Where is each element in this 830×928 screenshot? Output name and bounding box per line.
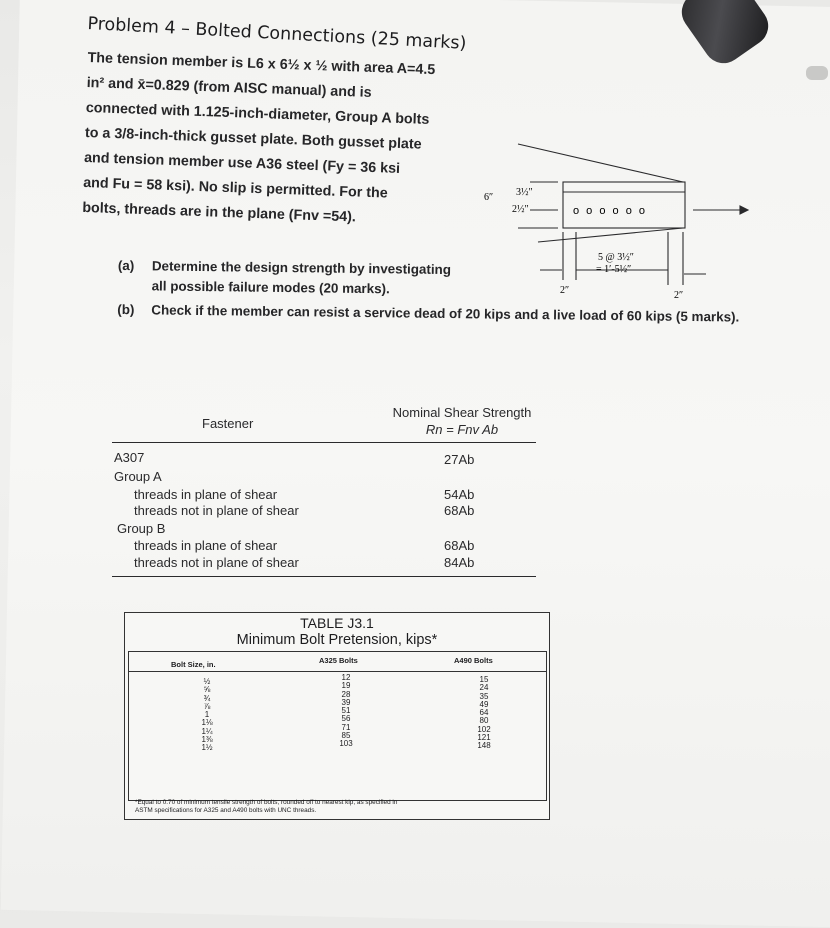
bolt-size-column [197, 678, 217, 753]
table-row-label: threads not in plane of shear [134, 555, 299, 570]
a490-value: 102 [477, 724, 491, 734]
pretension-table-body [128, 651, 547, 801]
statement-line: and tension member use A36 steel (Fy = 36 ksi [83, 149, 401, 177]
header-rule [129, 671, 546, 672]
a490-value: 15 [479, 675, 489, 684]
table-row-label: A307 [114, 450, 145, 465]
force-arrow-head [740, 206, 748, 214]
bolt-size: 1⅛ [201, 718, 213, 728]
a490-value: 24 [479, 683, 489, 693]
statement-line: bolts, threads are in the plane (Fnv =54). [82, 199, 357, 226]
a490-value: 80 [479, 716, 489, 726]
dim-leg-6in: 6″ [484, 192, 494, 203]
a325-column [334, 674, 358, 749]
statement-line: and Fu = 58 ksi). No slip is permitted. For the [82, 174, 388, 202]
a490-value: 64 [479, 708, 489, 718]
bolt-spacing-label: 5 @ 3½″ [598, 252, 634, 263]
table-row-label: threads in plane of shear [134, 487, 278, 502]
fastener-table [112, 400, 538, 584]
statement-line: to a 3/8-inch-thick gusset plate. Both gusset plate [84, 124, 422, 153]
edge-distance-right: 2″ [674, 290, 684, 300]
a325-value: 51 [341, 706, 351, 716]
bolt-size: 1 [204, 710, 210, 720]
bolt-holes: o o o o o o [573, 205, 647, 217]
dim-top-3-5in: 3½″ [516, 187, 533, 198]
statement-line: in² and x̄=0.829 (from AISC manual) and is [86, 74, 372, 101]
header-a325: A325 Bolts [319, 656, 358, 665]
strength-col-header-line2: Rn = Fnv Ab [425, 422, 499, 437]
table-row-label: Group B [117, 521, 166, 536]
fastener-col-header: Fastener [202, 416, 254, 431]
a490-value: 35 [479, 691, 489, 701]
table-row-value: 68Ab [444, 503, 475, 518]
connection-figure [478, 140, 768, 300]
bolt-size: 1¼ [201, 726, 213, 736]
dim-bottom-2-5in: 2½″ [512, 204, 529, 215]
table-row-value: 84Ab [444, 555, 475, 570]
a325-value: 28 [341, 689, 351, 699]
pretension-footnote [135, 799, 545, 814]
table-row-value: 54Ab [444, 487, 475, 502]
strength-col-header [382, 404, 542, 438]
problem-statement [82, 46, 458, 234]
strength-col-header-line1: Nominal Shear Strength [392, 405, 532, 420]
bolt-spacing-total: = 1′-5½″ [596, 264, 632, 275]
bolt-size: ½ [203, 677, 211, 686]
statement-line: connected with 1.125-inch-diameter, Group A bolts [85, 99, 430, 128]
part-b-text: Check if the member can resist a service dead of 20 kips and a live load of 60 kips (5 marks). [151, 302, 740, 325]
a325-value: 103 [339, 739, 353, 749]
header-rule [112, 442, 536, 443]
a490-value: 121 [477, 733, 491, 743]
pen-cap [806, 66, 828, 80]
table-row-label: threads in plane of shear [134, 538, 278, 553]
a490-value: 148 [477, 741, 491, 751]
table-row-value: 27Ab [444, 452, 475, 467]
pretension-table-number: TABLE J3.1 [300, 615, 374, 631]
a325-value: 19 [341, 681, 351, 691]
bolt-size: 1½ [201, 743, 213, 753]
a490-column [472, 676, 496, 751]
a490-value: 49 [479, 699, 489, 709]
statement-line: The tension member is L6 x 6½ x ½ with area A=4.5 [87, 49, 436, 79]
bottom-rule [112, 576, 536, 577]
table-row-label: threads not in plane of shear [134, 503, 299, 518]
table-row-value: 68Ab [444, 538, 475, 553]
a325-value: 85 [341, 731, 351, 741]
a325-value: 71 [341, 722, 351, 732]
part-a-label: (a) [117, 257, 135, 274]
part-b-label: (b) [117, 301, 135, 318]
footnote-line: ASTM specifications for A325 and A490 bolts with UNC threads. [135, 806, 317, 814]
gusset-edge-bottom [538, 228, 683, 242]
a325-value: 12 [341, 673, 351, 682]
edge-distance-left: 2″ [560, 285, 570, 296]
a325-value: 39 [341, 697, 351, 707]
header-a490: A490 Bolts [454, 656, 493, 665]
pretension-table [124, 612, 550, 820]
bolt-size: ⅝ [203, 685, 211, 695]
bolt-size: ¾ [203, 693, 211, 703]
part-a-text: Determine the design strength by investigating all possible failure modes (20 marks). [151, 258, 452, 297]
pretension-table-title: Minimum Bolt Pretension, kips* [236, 632, 438, 648]
problem-title: Problem 4 – Bolted Connections (25 marks) [86, 14, 467, 54]
bolt-size: ⅞ [203, 701, 211, 711]
table-row-label: Group A [114, 469, 162, 484]
header-bolt-size: Bolt Size, in. [171, 660, 216, 669]
a325-value: 56 [341, 714, 351, 724]
gusset-edge-top [518, 144, 683, 182]
footnote-line: *Equal to 0.70 of minimum tensile strength of bolts, rounded off to nearest kip, as specified in [135, 799, 398, 806]
bolt-size: 1⅜ [201, 735, 213, 745]
